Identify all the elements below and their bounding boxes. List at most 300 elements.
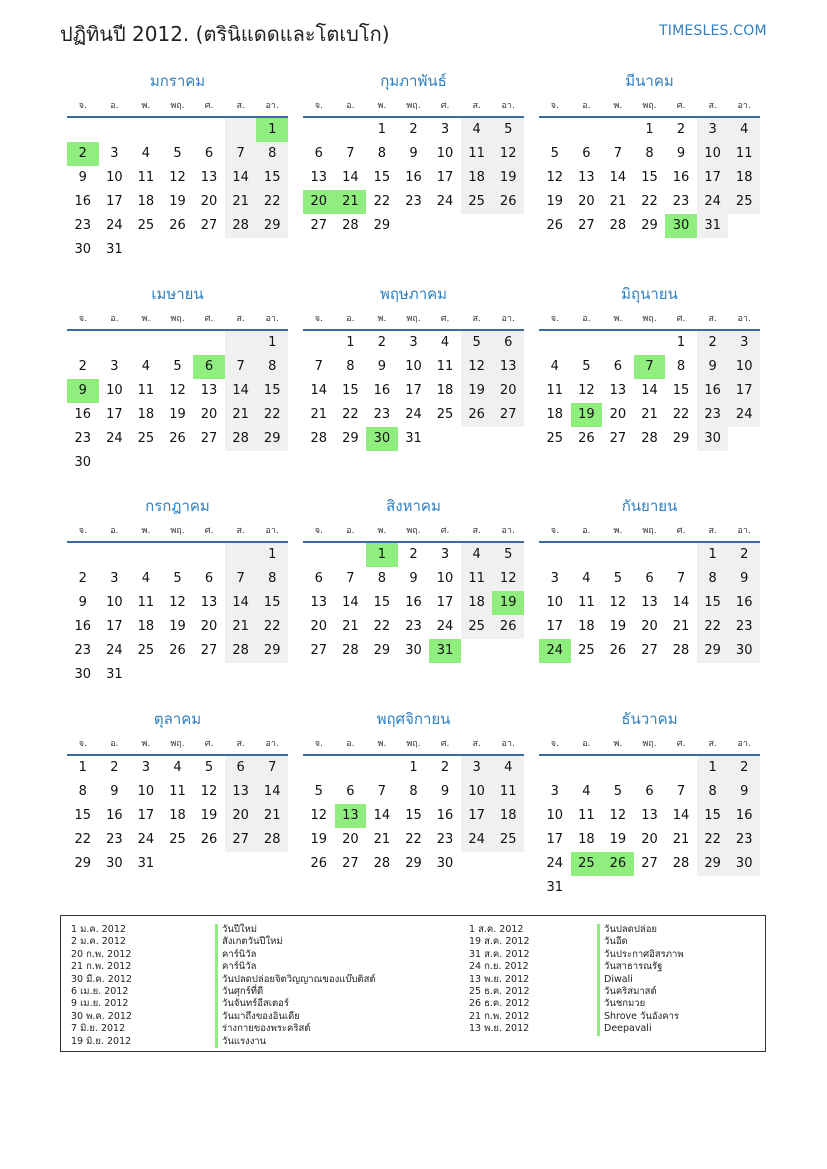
day-cell[interactable]: 13 (641, 595, 658, 610)
day-cell[interactable]: 27 (609, 431, 627, 446)
day-cell[interactable]: 7 (634, 355, 666, 379)
day-cell[interactable]: 28 (672, 643, 690, 658)
day-cell[interactable]: 3 (550, 784, 559, 799)
day-cell[interactable]: 5 (173, 359, 182, 374)
day-cell[interactable]: 22 (256, 190, 288, 214)
day-cell[interactable]: 6 (346, 784, 355, 799)
day-cell[interactable]: 31 (106, 242, 123, 257)
day-cell[interactable]: 17 (137, 808, 155, 823)
day-cell[interactable]: 20 (200, 407, 218, 422)
day-cell[interactable]: 17 (728, 379, 760, 403)
day-cell[interactable]: 19 (169, 619, 186, 634)
day-cell[interactable]: 11 (137, 170, 155, 185)
day-cell[interactable]: 26 (310, 856, 328, 871)
day-cell[interactable]: 10 (106, 595, 123, 610)
day-cell[interactable]: 17 (461, 804, 493, 828)
day-cell[interactable]: 11 (137, 383, 155, 398)
day-cell[interactable]: 24 (137, 832, 155, 847)
day-cell[interactable]: 8 (409, 784, 418, 799)
day-cell[interactable]: 10 (106, 170, 123, 185)
day-cell[interactable]: 6 (492, 331, 524, 355)
day-cell[interactable]: 12 (492, 567, 524, 591)
day-cell[interactable]: 7 (314, 359, 323, 374)
day-cell[interactable]: 14 (672, 595, 690, 610)
day-cell[interactable]: 5 (173, 146, 182, 161)
day-cell[interactable]: 18 (137, 619, 155, 634)
day-cell[interactable]: 17 (546, 619, 564, 634)
day-cell[interactable]: 26 (169, 643, 186, 658)
day-cell[interactable]: 16 (373, 383, 391, 398)
day-cell[interactable]: 7 (613, 146, 623, 161)
day-cell[interactable]: 25 (137, 218, 155, 233)
day-cell[interactable]: 3 (697, 118, 729, 142)
day-cell[interactable]: 5 (492, 543, 524, 567)
day-cell[interactable]: 26 (461, 403, 493, 427)
day-cell[interactable]: 13 (225, 780, 257, 804)
day-cell[interactable]: 14 (225, 591, 257, 615)
day-cell[interactable]: 8 (697, 567, 729, 591)
day-cell[interactable]: 30 (106, 856, 123, 871)
day-cell[interactable]: 29 (256, 639, 288, 663)
day-cell[interactable]: 12 (200, 784, 218, 799)
day-cell[interactable]: 30 (728, 639, 760, 663)
day-cell[interactable]: 22 (373, 194, 391, 209)
day-cell[interactable]: 26 (609, 643, 627, 658)
day-cell[interactable]: 26 (492, 615, 524, 639)
day-cell[interactable]: 11 (461, 142, 493, 166)
day-cell[interactable]: 6 (193, 355, 225, 379)
day-cell[interactable]: 18 (546, 407, 564, 422)
day-cell[interactable]: 1 (256, 543, 288, 567)
day-cell[interactable]: 5 (613, 784, 623, 799)
day-cell[interactable]: 15 (641, 170, 658, 185)
day-cell[interactable]: 28 (225, 427, 257, 451)
day-cell[interactable]: 25 (461, 615, 493, 639)
day-cell[interactable]: 13 (310, 170, 328, 185)
day-cell[interactable]: 13 (609, 383, 627, 398)
day-cell[interactable]: 27 (641, 643, 658, 658)
day-cell[interactable]: 13 (578, 170, 595, 185)
day-cell[interactable]: 12 (169, 595, 186, 610)
day-cell[interactable]: 7 (346, 146, 355, 161)
day-cell[interactable]: 7 (225, 567, 257, 591)
day-cell[interactable]: 17 (106, 619, 123, 634)
day-cell[interactable]: 2 (409, 547, 418, 562)
day-cell[interactable]: 16 (74, 194, 92, 209)
day-cell[interactable]: 25 (546, 431, 564, 446)
day-cell[interactable]: 15 (256, 379, 288, 403)
day-cell[interactable]: 27 (492, 403, 524, 427)
day-cell[interactable]: 25 (461, 190, 493, 214)
day-cell[interactable]: 8 (256, 355, 288, 379)
day-cell[interactable]: 16 (405, 170, 422, 185)
day-cell[interactable]: 12 (578, 383, 595, 398)
day-cell[interactable]: 1 (256, 331, 288, 355)
day-cell[interactable]: 3 (110, 571, 119, 586)
day-cell[interactable]: 28 (641, 431, 658, 446)
day-cell[interactable]: 7 (225, 142, 257, 166)
day-cell[interactable]: 25 (137, 431, 155, 446)
day-cell[interactable]: 10 (461, 780, 493, 804)
day-cell[interactable]: 31 (137, 856, 155, 871)
day-cell[interactable]: 9 (377, 359, 387, 374)
day-cell[interactable]: 5 (314, 784, 323, 799)
day-cell[interactable]: 25 (137, 643, 155, 658)
day-cell[interactable]: 17 (436, 170, 454, 185)
day-cell[interactable]: 2 (377, 335, 387, 350)
day-cell[interactable]: 14 (641, 383, 658, 398)
day-cell[interactable]: 18 (578, 619, 595, 634)
day-cell[interactable]: 16 (74, 619, 92, 634)
day-cell[interactable]: 7 (225, 355, 257, 379)
day-cell[interactable]: 4 (461, 118, 493, 142)
day-cell[interactable]: 27 (310, 218, 328, 233)
day-cell[interactable]: 20 (342, 832, 359, 847)
day-cell[interactable]: 10 (728, 355, 760, 379)
day-cell[interactable]: 16 (436, 808, 454, 823)
day-cell[interactable]: 4 (440, 335, 450, 350)
day-cell[interactable]: 9 (67, 379, 99, 403)
day-cell[interactable]: 3 (550, 571, 559, 586)
day-cell[interactable]: 21 (672, 619, 690, 634)
day-cell[interactable]: 2 (409, 122, 418, 137)
day-cell[interactable]: 4 (141, 146, 151, 161)
day-cell[interactable]: 23 (405, 194, 422, 209)
day-cell[interactable]: 1 (676, 335, 686, 350)
day-cell[interactable]: 2 (697, 331, 729, 355)
day-cell[interactable]: 15 (256, 591, 288, 615)
day-cell[interactable]: 13 (492, 355, 524, 379)
day-cell[interactable]: 14 (256, 780, 288, 804)
day-cell[interactable]: 9 (78, 170, 87, 185)
day-cell[interactable]: 10 (436, 146, 454, 161)
day-cell[interactable]: 11 (728, 142, 760, 166)
day-cell[interactable]: 6 (204, 571, 214, 586)
day-cell[interactable]: 30 (728, 852, 760, 876)
day-cell[interactable]: 27 (342, 856, 359, 871)
day-cell[interactable]: 14 (609, 170, 627, 185)
day-cell[interactable]: 6 (225, 756, 257, 780)
day-cell[interactable]: 5 (204, 760, 214, 775)
day-cell[interactable]: 1 (645, 122, 654, 137)
day-cell[interactable]: 1 (78, 760, 87, 775)
day-cell[interactable]: 9 (697, 355, 729, 379)
day-cell[interactable]: 10 (106, 383, 123, 398)
day-cell[interactable]: 22 (697, 615, 729, 639)
day-cell[interactable]: 21 (256, 804, 288, 828)
day-cell[interactable]: 15 (405, 808, 422, 823)
day-cell[interactable]: 24 (405, 407, 422, 422)
day-cell[interactable]: 19 (571, 403, 603, 427)
day-cell[interactable]: 8 (697, 780, 729, 804)
day-cell[interactable]: 8 (78, 784, 87, 799)
day-cell[interactable]: 16 (106, 808, 123, 823)
day-cell[interactable]: 18 (461, 591, 493, 615)
day-cell[interactable]: 27 (225, 828, 257, 852)
day-cell[interactable]: 23 (728, 615, 760, 639)
day-cell[interactable]: 29 (256, 427, 288, 451)
day-cell[interactable]: 5 (173, 571, 182, 586)
day-cell[interactable]: 21 (641, 407, 658, 422)
day-cell[interactable]: 26 (546, 218, 564, 233)
day-cell[interactable]: 3 (728, 331, 760, 355)
day-cell[interactable]: 5 (461, 331, 493, 355)
day-cell[interactable]: 21 (225, 615, 257, 639)
day-cell[interactable]: 10 (405, 359, 422, 374)
day-cell[interactable]: 23 (74, 431, 92, 446)
day-cell[interactable]: 9 (440, 784, 450, 799)
day-cell[interactable]: 13 (641, 808, 658, 823)
day-cell[interactable]: 12 (609, 808, 627, 823)
day-cell[interactable]: 29 (373, 643, 391, 658)
day-cell[interactable]: 18 (169, 808, 186, 823)
day-cell[interactable]: 28 (373, 856, 391, 871)
day-cell[interactable]: 26 (602, 852, 634, 876)
day-cell[interactable]: 5 (582, 359, 591, 374)
day-cell[interactable]: 22 (74, 832, 92, 847)
day-cell[interactable]: 25 (571, 852, 603, 876)
day-cell[interactable]: 3 (110, 359, 119, 374)
day-cell[interactable]: 16 (697, 379, 729, 403)
brand-link[interactable]: TIMESLES.COM (659, 23, 767, 39)
day-cell[interactable]: 21 (342, 619, 359, 634)
day-cell[interactable]: 31 (106, 667, 123, 682)
day-cell[interactable]: 31 (697, 214, 729, 238)
day-cell[interactable]: 12 (169, 170, 186, 185)
day-cell[interactable]: 18 (436, 383, 454, 398)
day-cell[interactable]: 3 (409, 335, 418, 350)
day-cell[interactable]: 13 (200, 595, 218, 610)
day-cell[interactable]: 24 (697, 190, 729, 214)
day-cell[interactable]: 10 (436, 571, 454, 586)
day-cell[interactable]: 24 (106, 431, 123, 446)
day-cell[interactable]: 23 (74, 643, 92, 658)
day-cell[interactable]: 15 (672, 383, 690, 398)
day-cell[interactable]: 22 (342, 407, 359, 422)
day-cell[interactable]: 28 (256, 828, 288, 852)
day-cell[interactable]: 9 (728, 780, 760, 804)
day-cell[interactable]: 29 (256, 214, 288, 238)
day-cell[interactable]: 11 (578, 595, 595, 610)
day-cell[interactable]: 28 (342, 643, 359, 658)
day-cell[interactable]: 18 (137, 194, 155, 209)
day-cell[interactable]: 25 (578, 643, 595, 658)
day-cell[interactable]: 19 (169, 194, 186, 209)
day-cell[interactable]: 28 (225, 214, 257, 238)
day-cell[interactable]: 10 (137, 784, 155, 799)
day-cell[interactable]: 8 (645, 146, 654, 161)
day-cell[interactable]: 1 (346, 335, 355, 350)
day-cell[interactable]: 3 (461, 756, 493, 780)
day-cell[interactable]: 6 (314, 146, 323, 161)
day-cell[interactable]: 27 (200, 431, 218, 446)
day-cell[interactable]: 22 (672, 407, 690, 422)
day-cell[interactable]: 10 (697, 142, 729, 166)
day-cell[interactable]: 11 (137, 595, 155, 610)
day-cell[interactable]: 14 (342, 170, 359, 185)
day-cell[interactable]: 23 (373, 407, 391, 422)
day-cell[interactable]: 3 (110, 146, 119, 161)
day-cell[interactable]: 30 (74, 455, 92, 470)
day-cell[interactable]: 14 (342, 595, 359, 610)
day-cell[interactable]: 28 (225, 639, 257, 663)
day-cell[interactable]: 9 (676, 146, 686, 161)
day-cell[interactable]: 29 (405, 856, 422, 871)
day-cell[interactable]: 6 (645, 571, 654, 586)
day-cell[interactable]: 3 (440, 547, 450, 562)
day-cell[interactable]: 28 (310, 431, 328, 446)
day-cell[interactable]: 6 (314, 571, 323, 586)
day-cell[interactable]: 27 (200, 643, 218, 658)
day-cell[interactable]: 15 (697, 804, 729, 828)
day-cell[interactable]: 14 (310, 383, 328, 398)
day-cell[interactable]: 13 (200, 383, 218, 398)
day-cell[interactable]: 4 (550, 359, 559, 374)
day-cell[interactable]: 29 (641, 218, 658, 233)
day-cell[interactable]: 1 (256, 118, 288, 142)
day-cell[interactable]: 2 (440, 760, 450, 775)
day-cell[interactable]: 29 (74, 856, 92, 871)
day-cell[interactable]: 30 (665, 214, 697, 238)
day-cell[interactable]: 18 (728, 166, 760, 190)
day-cell[interactable]: 17 (106, 194, 123, 209)
day-cell[interactable]: 7 (676, 784, 686, 799)
day-cell[interactable]: 11 (461, 567, 493, 591)
day-cell[interactable]: 28 (672, 856, 690, 871)
day-cell[interactable]: 21 (373, 832, 391, 847)
day-cell[interactable]: 19 (461, 379, 493, 403)
day-cell[interactable]: 12 (609, 595, 627, 610)
day-cell[interactable]: 27 (578, 218, 595, 233)
day-cell[interactable]: 5 (492, 118, 524, 142)
day-cell[interactable]: 17 (106, 407, 123, 422)
day-cell[interactable]: 1 (409, 760, 418, 775)
day-cell[interactable]: 4 (141, 359, 151, 374)
day-cell[interactable]: 17 (405, 383, 422, 398)
day-cell[interactable]: 14 (225, 379, 257, 403)
day-cell[interactable]: 21 (672, 832, 690, 847)
day-cell[interactable]: 20 (310, 619, 328, 634)
day-cell[interactable]: 12 (492, 142, 524, 166)
day-cell[interactable]: 23 (728, 828, 760, 852)
day-cell[interactable]: 19 (492, 591, 524, 615)
day-cell[interactable]: 10 (546, 595, 564, 610)
day-cell[interactable]: 20 (303, 190, 335, 214)
day-cell[interactable]: 18 (137, 407, 155, 422)
day-cell[interactable]: 1 (377, 122, 387, 137)
day-cell[interactable]: 20 (641, 832, 658, 847)
day-cell[interactable]: 26 (578, 431, 595, 446)
day-cell[interactable]: 29 (697, 852, 729, 876)
day-cell[interactable]: 30 (436, 856, 454, 871)
day-cell[interactable]: 19 (492, 166, 524, 190)
day-cell[interactable]: 20 (200, 194, 218, 209)
day-cell[interactable]: 20 (492, 379, 524, 403)
day-cell[interactable]: 30 (74, 242, 92, 257)
day-cell[interactable]: 19 (169, 407, 186, 422)
day-cell[interactable]: 24 (106, 218, 123, 233)
day-cell[interactable]: 20 (609, 407, 627, 422)
day-cell[interactable]: 13 (310, 595, 328, 610)
day-cell[interactable]: 8 (377, 571, 387, 586)
day-cell[interactable]: 2 (78, 359, 87, 374)
day-cell[interactable]: 15 (697, 591, 729, 615)
day-cell[interactable]: 8 (256, 567, 288, 591)
day-cell[interactable]: 11 (546, 383, 564, 398)
day-cell[interactable]: 27 (641, 856, 658, 871)
day-cell[interactable]: 3 (141, 760, 151, 775)
day-cell[interactable]: 9 (409, 146, 418, 161)
day-cell[interactable]: 22 (256, 615, 288, 639)
day-cell[interactable]: 29 (697, 639, 729, 663)
day-cell[interactable]: 22 (641, 194, 658, 209)
day-cell[interactable]: 31 (405, 431, 422, 446)
day-cell[interactable]: 11 (578, 808, 595, 823)
day-cell[interactable]: 8 (346, 359, 355, 374)
day-cell[interactable]: 26 (200, 832, 218, 847)
day-cell[interactable]: 1 (697, 543, 729, 567)
day-cell[interactable]: 12 (546, 170, 564, 185)
day-cell[interactable]: 12 (169, 383, 186, 398)
day-cell[interactable]: 23 (74, 218, 92, 233)
day-cell[interactable]: 24 (436, 619, 454, 634)
day-cell[interactable]: 21 (225, 403, 257, 427)
day-cell[interactable]: 1 (366, 543, 398, 567)
day-cell[interactable]: 19 (609, 619, 627, 634)
day-cell[interactable]: 16 (405, 595, 422, 610)
day-cell[interactable]: 5 (550, 146, 559, 161)
day-cell[interactable]: 4 (141, 571, 151, 586)
day-cell[interactable]: 20 (578, 194, 595, 209)
day-cell[interactable]: 13 (200, 170, 218, 185)
day-cell[interactable]: 16 (728, 591, 760, 615)
day-cell[interactable]: 2 (110, 760, 119, 775)
day-cell[interactable]: 12 (310, 808, 328, 823)
day-cell[interactable]: 26 (169, 218, 186, 233)
day-cell[interactable]: 19 (310, 832, 328, 847)
day-cell[interactable]: 17 (546, 832, 564, 847)
day-cell[interactable]: 11 (436, 359, 454, 374)
day-cell[interactable]: 20 (225, 804, 257, 828)
day-cell[interactable]: 4 (582, 571, 591, 586)
day-cell[interactable]: 8 (676, 359, 686, 374)
day-cell[interactable]: 2 (728, 756, 760, 780)
day-cell[interactable]: 6 (582, 146, 591, 161)
day-cell[interactable]: 21 (310, 407, 328, 422)
day-cell[interactable]: 29 (672, 431, 690, 446)
day-cell[interactable]: 6 (204, 146, 214, 161)
day-cell[interactable]: 29 (342, 431, 359, 446)
day-cell[interactable]: 25 (492, 828, 524, 852)
day-cell[interactable]: 17 (697, 166, 729, 190)
day-cell[interactable]: 9 (110, 784, 119, 799)
day-cell[interactable]: 15 (373, 595, 391, 610)
day-cell[interactable]: 2 (676, 122, 686, 137)
day-cell[interactable]: 4 (173, 760, 182, 775)
day-cell[interactable]: 19 (546, 194, 564, 209)
day-cell[interactable]: 8 (256, 142, 288, 166)
day-cell[interactable]: 15 (256, 166, 288, 190)
day-cell[interactable]: 16 (74, 407, 92, 422)
day-cell[interactable]: 21 (335, 190, 367, 214)
day-cell[interactable]: 21 (225, 190, 257, 214)
day-cell[interactable]: 23 (405, 619, 422, 634)
day-cell[interactable]: 31 (546, 880, 564, 895)
day-cell[interactable]: 23 (106, 832, 123, 847)
day-cell[interactable]: 25 (728, 190, 760, 214)
day-cell[interactable]: 27 (310, 643, 328, 658)
day-cell[interactable]: 7 (377, 784, 387, 799)
